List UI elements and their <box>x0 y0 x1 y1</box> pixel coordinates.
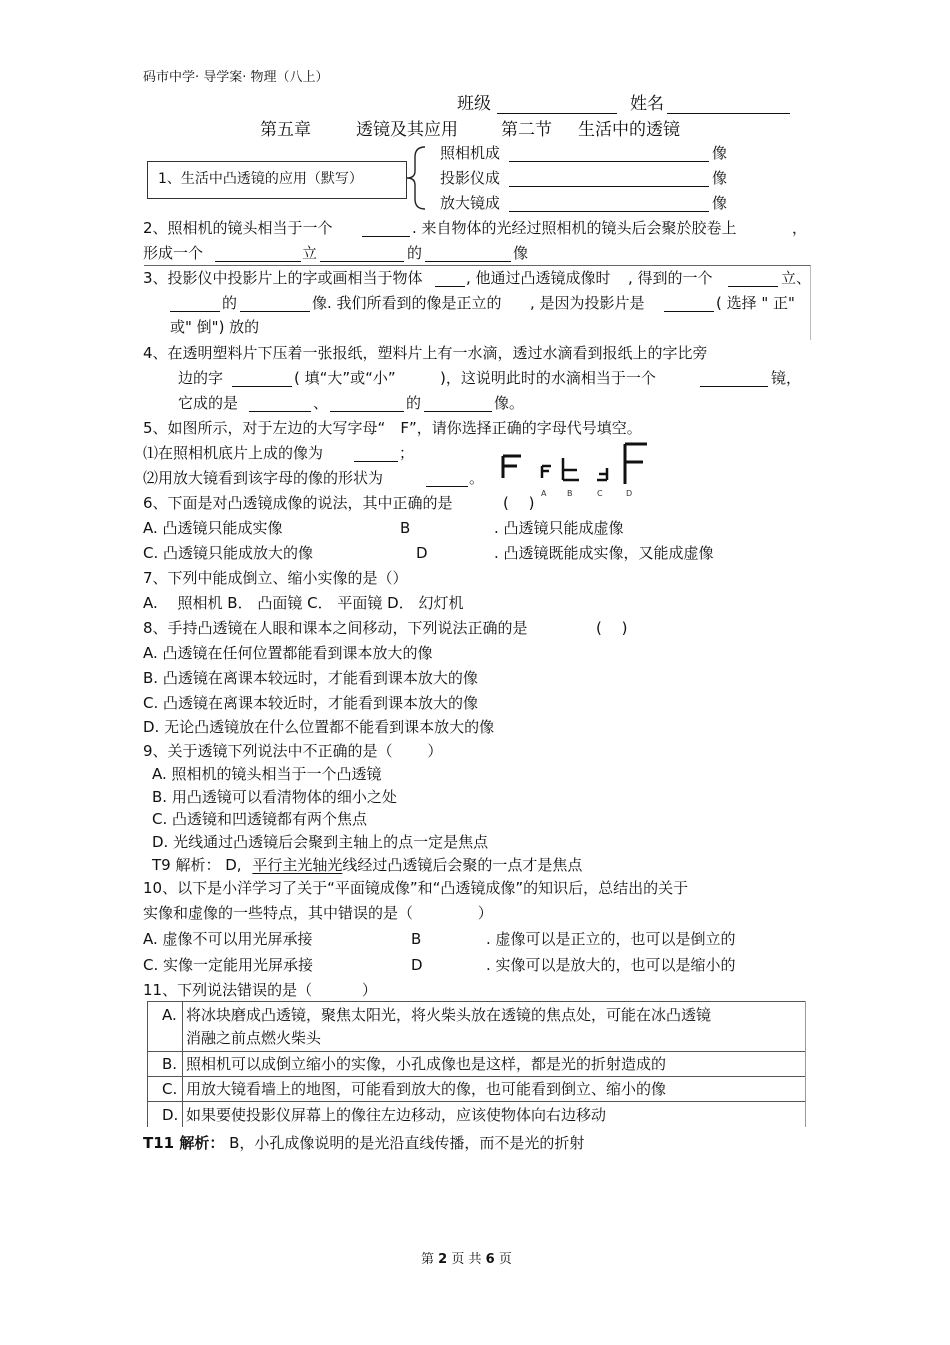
q8-option-c[interactable]: C. 凸透镜在离课本较近时，才能看到课本放大的像 <box>143 694 479 712</box>
page-footer <box>421 1253 512 1266</box>
q3-blank-2[interactable] <box>728 272 778 287</box>
q11-table-col-divider <box>182 1001 183 1127</box>
q4-blank-4[interactable] <box>330 397 404 412</box>
q3-blank-5[interactable] <box>664 297 714 312</box>
q3-line1-a: 3、投影仪中投影片上的字或画相当于物体 <box>143 269 423 287</box>
q6-stem: 6、下面是对凸透镜成像的说法，其中正确的是 <box>143 494 453 512</box>
q6-option-c[interactable]: C. 凸透镜只能成放大的像 <box>143 544 314 562</box>
q9-analysis <box>152 858 582 873</box>
q4-blank-3[interactable] <box>249 397 311 412</box>
q5-sub2-end: 。 <box>469 469 485 487</box>
q11-option-a-line1[interactable]: 将冰块磨成凸透镜，聚焦太阳光，将火柴头放在透镜的焦点处，可能在冰凸透镜 <box>186 1006 712 1024</box>
q4-line2-b: ( 填“大”或“小” <box>294 369 396 387</box>
q6-option-d[interactable]: . 凸透镜既能成实像，又能成虚像 <box>494 544 714 562</box>
q2-blank-3[interactable] <box>320 247 404 262</box>
option-b-image <box>563 458 579 480</box>
q10-line2: 实像和虚像的一些特点，其中错误的是（ ） <box>143 904 493 922</box>
section-title: 生活中的透镜 <box>578 120 680 140</box>
q11-option-a-line2[interactable]: 消融之前点燃火柴头 <box>186 1029 322 1047</box>
q11-option-d-letter[interactable]: D. <box>162 1106 179 1124</box>
q7-stem: 7、下列中能成倒立、缩小实像的是（） <box>143 569 408 587</box>
q11-analysis-label: T11 解析： <box>143 1134 225 1152</box>
footer-prefix: 第 <box>421 1252 435 1267</box>
q10-option-b[interactable]: . 虚像可以是正立的，也可以是倒立的 <box>486 930 736 948</box>
q4-line3-c: 的 <box>406 394 422 412</box>
section-number: 第二节 <box>501 120 552 140</box>
footer-middle: 页 共 <box>451 1252 482 1267</box>
q11-table-left-border <box>147 1001 148 1127</box>
q4-blank-1[interactable] <box>232 372 292 387</box>
letter-f-original <box>503 456 521 478</box>
q2-line2-c: 的 <box>407 244 423 262</box>
q6-option-b-letter[interactable]: B <box>400 519 411 537</box>
q10-option-a[interactable]: A. 虚像不可以用光屏承接 <box>143 930 313 948</box>
q8-option-d[interactable]: D. 无论凸透镜放在什么位置都不能看到课本放大的像 <box>143 718 495 736</box>
name-label: 姓名 <box>630 94 664 114</box>
q9-option-a[interactable]: A. 照相机的镜头相当于一个凸透镜 <box>152 765 382 783</box>
q3-blank-1[interactable] <box>435 272 465 287</box>
q3-line1-d: 立、 <box>781 269 812 287</box>
q11-option-d[interactable]: 如果要使投影仪屏幕上的像往左边移动，应该使物体向右边移动 <box>186 1106 607 1124</box>
q2-line1-b: . 来自物体的光经过照相机的镜头后会聚於胶卷上 <box>412 219 737 237</box>
q9-option-c[interactable]: C. 凸透镜和凹透镜都有两个焦点 <box>152 810 368 828</box>
q8-option-b[interactable]: B. 凸透镜在离课本较远时，才能看到课本放大的像 <box>143 669 478 687</box>
q11-table-line-4 <box>147 1101 806 1102</box>
q10-option-d[interactable]: . 实像可以是放大的，也可以是缩小的 <box>486 956 736 974</box>
q10-option-c[interactable]: C. 实像一定能用光屏承接 <box>143 956 314 974</box>
q4-line3-a: 它成的是 <box>178 394 239 412</box>
q1-line3-blank[interactable] <box>509 197 709 212</box>
q6-option-b[interactable]: . 凸透镜只能成虚像 <box>494 519 624 537</box>
q11-analysis <box>143 1136 584 1151</box>
q11-table-line-3 <box>147 1076 806 1077</box>
q6-option-a[interactable]: A. 凸透镜只能成实像 <box>143 519 283 537</box>
q1-line3-label: 放大镜成 <box>440 194 501 212</box>
q5-blank-2[interactable] <box>426 472 468 487</box>
q11-table-line-2 <box>147 1051 806 1052</box>
q11-stem: 11、下列说法错误的是（ ） <box>143 981 377 999</box>
q4-blank-2[interactable] <box>700 372 768 387</box>
q9-stem: 9、关于透镜下列说法中不正确的是（ ） <box>143 742 443 760</box>
q9-analysis-underlined: 平行主光轴光 <box>252 856 343 874</box>
q3-blank-3[interactable] <box>170 297 220 312</box>
q5-sub1: ⑴在照相机底片上成的像为 <box>143 444 324 462</box>
q1-line3-suffix: 像 <box>712 194 728 212</box>
q4-line2-d: 镜， <box>771 369 802 387</box>
q9-analysis-answer: T9 解析： D, <box>152 856 242 874</box>
option-d-image <box>625 444 647 484</box>
q8-option-a[interactable]: A. 凸透镜在任何位置都能看到课本放大的像 <box>143 644 433 662</box>
chapter-number: 第五章 <box>260 120 311 140</box>
class-blank[interactable] <box>497 97 617 114</box>
q1-line1-label: 照相机成 <box>440 144 501 162</box>
q6-paren: ( ) <box>503 494 535 512</box>
option-a-image <box>542 466 551 478</box>
q7-options[interactable]: A. 照相机 B． 凸面镜 C． 平面镜 D． 幻灯机 <box>143 594 464 612</box>
figure-label-c: C <box>597 489 603 498</box>
q3-blank-4[interactable] <box>240 297 310 312</box>
q8-paren: ( ) <box>596 619 628 637</box>
figure-label-b: B <box>567 489 573 498</box>
option-c-image <box>597 468 607 480</box>
q1-line2-blank[interactable] <box>509 172 709 187</box>
q2-blank-1[interactable] <box>362 222 410 237</box>
q1-line2-suffix: 像 <box>712 169 728 187</box>
q4-line1: 4、在透明塑料片下压着一张报纸，塑料片上有一水滴，透过水滴看到报纸上的字比旁 <box>143 344 708 362</box>
q3-line2-c: , 是因为投影片是 <box>530 294 645 312</box>
q11-table-right-border <box>805 1001 806 1127</box>
q5-line1: 5、如图所示，对于左边的大写字母“ F”，请你选择正确的字母代号填空。 <box>143 419 642 437</box>
q11-option-b[interactable]: 照相机可以成倒立缩小的实像，小孔成像也是这样，都是光的折射造成的 <box>186 1055 667 1073</box>
q11-option-c-letter[interactable]: C. <box>162 1080 178 1098</box>
q2-line2-b: 立 <box>302 244 318 262</box>
q1-line2-label: 投影仪成 <box>440 169 501 187</box>
q10-line1: 10、以下是小洋学习了关于“平面镜成像”和“凸透镜成像”的知识后，总结出的关于 <box>143 879 689 897</box>
q8-stem: 8、手持凸透镜在人眼和课本之间移动，下列说法正确的是 <box>143 619 528 637</box>
q5-sub1-end: ； <box>399 444 415 462</box>
footer-page-number: 2 <box>438 1252 448 1267</box>
q3-line1-b: , 他通过凸透镜成像时 <box>466 269 611 287</box>
class-label: 班级 <box>457 94 491 114</box>
name-blank[interactable] <box>667 97 790 114</box>
q2-line2-a: 形成一个 <box>143 244 204 262</box>
q9-option-d[interactable]: D. 光线通过凸透镜后会聚到主轴上的点一定是焦点 <box>152 833 489 851</box>
figure-label-a: A <box>541 489 547 498</box>
q4-blank-5[interactable] <box>424 397 492 412</box>
q3-line2-d: ( 选择 " 正" <box>716 294 795 312</box>
q11-option-a-letter[interactable]: A. <box>162 1006 177 1024</box>
q4-line2-a: 边的字 <box>178 369 224 387</box>
footer-total-pages: 6 <box>485 1252 495 1267</box>
q2-line1-a: 2、照相机的镜头相当于一个 <box>143 219 333 237</box>
q10-option-b-letter[interactable]: B <box>411 930 422 948</box>
q1-box-text: 1、生活中凸透镜的应用（默写） <box>158 171 363 187</box>
q3-line3: 或" 倒") 放的 <box>170 318 260 336</box>
q4-line2-c: )，这说明此时的水滴相当于一个 <box>440 369 656 387</box>
q9-analysis-rest: 线经过凸透镜后会聚的一点才是焦点 <box>342 856 583 874</box>
q1-line1-blank[interactable] <box>509 147 709 162</box>
q4-line3-d: 像。 <box>494 394 525 412</box>
q9-option-b[interactable]: B. 用凸透镜可以看清物体的细小之处 <box>152 788 397 806</box>
q6-option-d-letter[interactable]: D <box>416 544 428 562</box>
q1-brace <box>405 145 427 211</box>
q5-letter-figure <box>497 440 657 500</box>
q2-blank-4[interactable] <box>425 247 511 262</box>
q4-line3-b: 、 <box>313 394 329 412</box>
q11-option-b-letter[interactable]: B. <box>162 1055 178 1073</box>
figure-label-d: D <box>626 489 633 498</box>
footer-suffix: 页 <box>498 1252 512 1267</box>
q2-blank-2[interactable] <box>215 247 301 262</box>
q3-line1-c: , 得到的一个 <box>628 269 713 287</box>
q3-line2-b: 像. 我们所看到的像是正立的 <box>312 294 502 312</box>
q11-analysis-text: B，小孔成像说明的是光沿直线传播，而不是光的折射 <box>229 1134 585 1152</box>
q5-sub2: ⑵用放大镜看到该字母的像的形状为 <box>143 469 384 487</box>
q2-line2-d: 像 <box>513 244 529 262</box>
q3-line2-a: 的 <box>222 294 238 312</box>
q1-line1-suffix: 像 <box>712 144 728 162</box>
q11-option-c[interactable]: 用放大镜看墙上的地图，可能看到放大的像，也可能看到倒立、缩小的像 <box>186 1080 667 1098</box>
q2-line1-c: ， <box>792 219 808 237</box>
q11-table-line-1 <box>147 1001 806 1002</box>
chapter-title: 透镜及其应用 <box>356 120 458 140</box>
running-title: 码市中学· 导学案· 物理（八上） <box>143 70 329 85</box>
q10-option-d-letter[interactable]: D <box>411 956 423 974</box>
q5-blank-1[interactable] <box>354 447 398 462</box>
